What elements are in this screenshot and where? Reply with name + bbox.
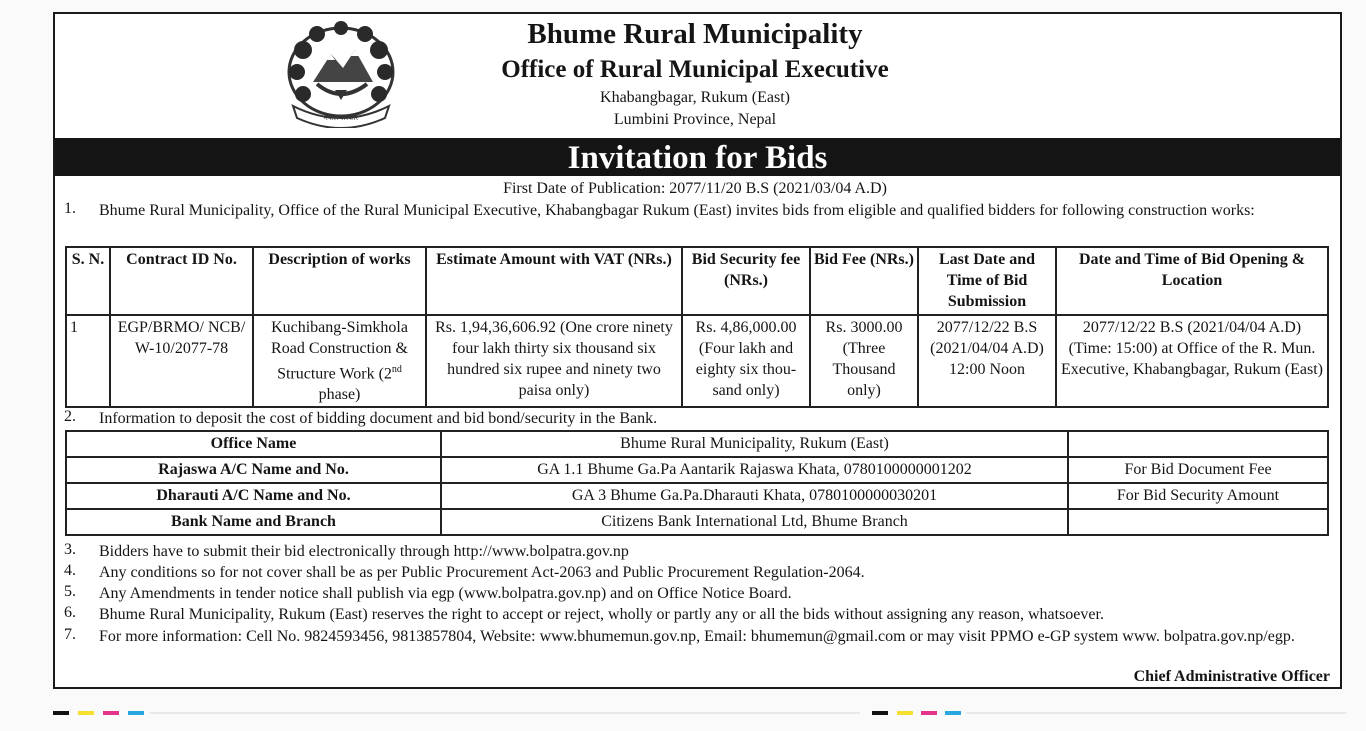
item-text: Bhume Rural Municipality, Office of the Rural Municipal Executive, Khabangbagar Rukum (East) invites bids from eligible and qualified bidders for following construction works: — [99, 202, 1255, 219]
item-number: 1. — [64, 200, 76, 217]
bank-label: Office Name — [66, 431, 441, 457]
cell-last-date: 2077/12/22 B.S (2021/04/04 A.D) 12:00 Noon — [918, 315, 1056, 407]
registration-mark-yellow — [78, 711, 94, 715]
description-superscript: nd — [391, 364, 402, 375]
item-number: 3. — [64, 541, 76, 558]
registration-mark-magenta — [921, 711, 937, 715]
registration-mark-cyan — [128, 711, 144, 715]
emblem-text: नेपाल सरकार — [323, 114, 359, 122]
header-opening: Date and Time of Bid Opening & Location — [1056, 247, 1328, 315]
cell-description — [253, 315, 426, 407]
bank-value: GA 1.1 Bhume Ga.Pa Aantarik Rajaswa Khata, 0780100000001202 — [441, 457, 1068, 483]
table-row — [66, 431, 1328, 457]
address-line-1: Khabangbagar, Rukum (East) — [600, 89, 790, 106]
bank-value: GA 3 Bhume Ga.Pa.Dharauti Khata, 0780100000030201 — [441, 483, 1068, 509]
header-bid-security: Bid Security fee (NRs.) — [682, 247, 810, 315]
description-main: Kuchibang-Simkhola Road Construction & Structure Work (2 — [271, 319, 408, 383]
item-number: 2. — [64, 408, 76, 425]
signature-title: Chief Administrative Officer — [1133, 668, 1330, 685]
table-row — [66, 483, 1328, 509]
bank-note — [1068, 431, 1328, 457]
table-row — [66, 315, 1328, 407]
item-number: 4. — [64, 562, 76, 579]
bank-value: Citizens Bank International Ltd, Bhume Branch — [441, 509, 1068, 535]
header-description: Description of works — [253, 247, 426, 315]
print-bar — [150, 712, 860, 714]
bid-table-header — [66, 247, 1328, 315]
bank-note — [1068, 509, 1328, 535]
header-bid-fee: Bid Fee (NRs.) — [810, 247, 918, 315]
table-row — [66, 509, 1328, 535]
registration-mark-black — [53, 711, 69, 715]
header-sn: S. N. — [66, 247, 110, 315]
print-bar — [966, 712, 1346, 714]
item-number: 6. — [64, 604, 76, 621]
item-text: Bhume Rural Municipality, Rukum (East) reserves the right to accept or reject, wholly or partly any or all the bids without assigning any reason, whatsoever. — [99, 606, 1104, 623]
office-subtitle: Office of Rural Municipal Executive — [501, 56, 889, 83]
description-end: phase) — [318, 386, 361, 404]
cell-contract-id: EGP/BRMO/ NCB/ W-10/2077-78 — [110, 315, 253, 407]
bank-label: Dharauti A/C Name and No. — [66, 483, 441, 509]
item-number: 5. — [64, 583, 76, 600]
bank-label: Rajaswa A/C Name and No. — [66, 457, 441, 483]
publication-date: First Date of Publication: 2077/11/20 B.S (2021/03/04 A.D) — [503, 180, 887, 197]
item-text: Bidders have to submit their bid electronically through http://www.bolpatra.gov.np — [99, 543, 629, 560]
address-line-2: Lumbini Province, Nepal — [613, 111, 777, 128]
bank-table — [65, 430, 1329, 536]
cell-security: Rs. 4,86,000.00 (Four lakh and eighty six thou-sand only) — [682, 315, 810, 407]
cell-opening: 2077/12/22 B.S (2021/04/04 A.D) (Time: 15:00) at Office of the R. Mun. Executive, Khabangbagar, Rukum (East) — [1056, 315, 1328, 407]
registration-mark-yellow — [897, 711, 913, 715]
bank-note: For Bid Security Amount — [1068, 483, 1328, 509]
registration-mark-cyan — [945, 711, 961, 715]
cell-fee: Rs. 3000.00 (Three Thousand only) — [810, 315, 918, 407]
bank-value: Bhume Rural Municipality, Rukum (East) — [441, 431, 1068, 457]
municipality-title: Bhume Rural Municipality — [527, 18, 863, 50]
cell-estimate: Rs. 1,94,36,606.92 (One crore ninety four lakh thirty six thousand six hundred six rupee and ninety two paisa only) — [426, 315, 682, 407]
bank-label: Bank Name and Branch — [66, 509, 441, 535]
header-estimate: Estimate Amount with VAT (NRs.) — [426, 247, 682, 315]
item-text: Any conditions so for not cover shall be as per Public Procurement Act-2063 and Public Procurement Regulation-2064. — [99, 564, 865, 581]
registration-mark-black — [872, 711, 888, 715]
item-text: For more information: Cell No. 9824593456, 9813857804, Website: www.bhumemun.gov.np, Email: bhumemun@gmail.com or may visit PPMO e-GP system www. bolpatra.gov.np/egp. — [99, 628, 1295, 645]
header-contract-id: Contract ID No. — [110, 247, 253, 315]
bank-note: For Bid Document Fee — [1068, 457, 1328, 483]
cell-sn: 1 — [66, 315, 110, 407]
header-last-date: Last Date and Time of Bid Submission — [918, 247, 1056, 315]
item-text: Information to deposit the cost of bidding document and bid bond/security in the Bank. — [99, 410, 658, 427]
item-text: Any Amendments in tender notice shall publish via egp (www.bolpatra.gov.np) and on Office Notice Board. — [99, 585, 792, 602]
bid-table — [65, 246, 1329, 408]
registration-mark-magenta — [103, 711, 119, 715]
item-number: 7. — [64, 626, 76, 643]
invitation-banner: Invitation for Bids — [55, 138, 1340, 176]
table-row — [66, 457, 1328, 483]
